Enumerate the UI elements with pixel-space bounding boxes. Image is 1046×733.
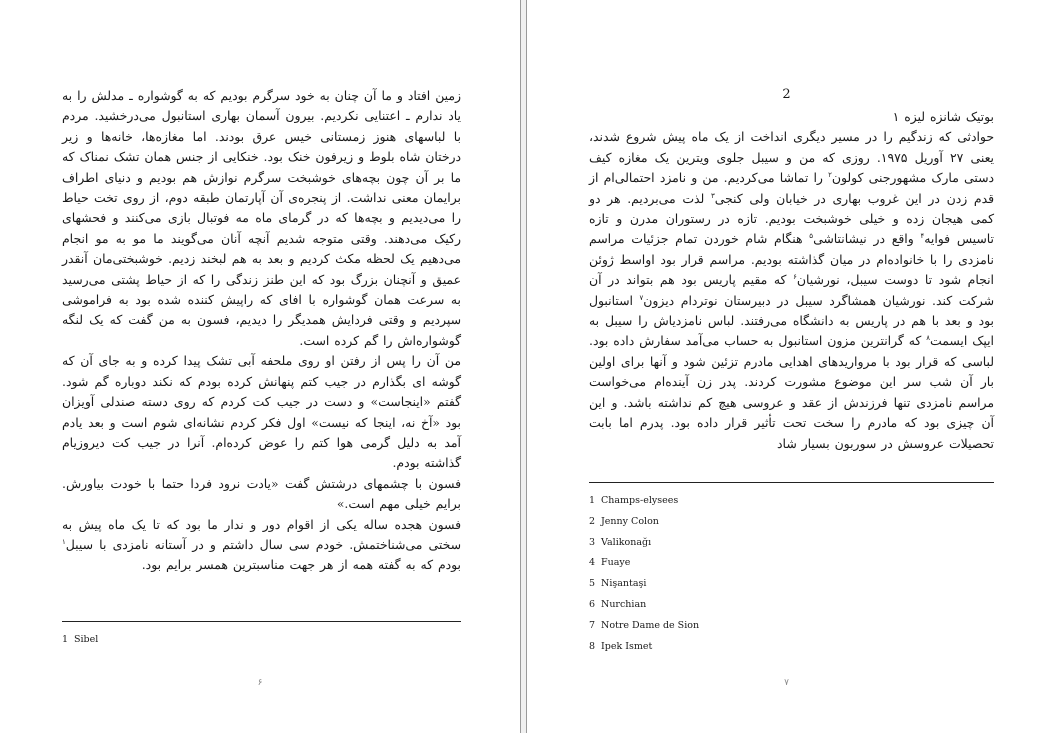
footnote — [589, 595, 699, 616]
footnote-rule — [589, 482, 994, 483]
footnote-text: Champs-elysees — [601, 495, 679, 506]
footnote — [589, 512, 699, 533]
footnote-text: Jenny Colon — [601, 515, 659, 527]
paragraph: حوادثی که زندگیم را در مسیر دیگری انداخت از یک ماه پیش شروع شدند، یعنی ۲۷ آوریل ۱۹۷۵. روزی که من و سیبل جلوی ویترین یک مغازه کیف دستی مارک مشهورجنی کولون$^۲$ را تماشا می‌کردیم. من و نامزد احتمالی‌ام از قدم زدن در این غروب بهاری در خیابان ولی کنجی$^۳$ لذت می‌بردیم. هر دو کمی هیجان زده و خیلی خوشبخت بودیم. تازه در رستوران مدرن و تازه تاسیس فوایه$^۴$ واقع در نیشانتاشی$^۵$ هنگام شام خوردن تمام جزئیات مراسم نامزدی را با خانواده‌ام در میان گذاشته بودیم. مراسم قرار بود اواسط ژوئن انجام شود تا دوست سیبل، نورشیان$^۶$ که مقیم پاریس بود هم بتواند در آن شرکت کند. نورشیان همشاگرد سیبل در دبیرستان نوتردام دیزون$^۷$ استانبول بود و بعد با هم در پاریس به دانشگاه می‌رفتند. لباس نامزدیاش را سیبل به ایپک ایسمت$^۸$ که گرانترین مزون استانبول به حساب می‌آمد سفارش داده بود. لباسی که قرار بود با مرواریدهای اهدایی مادرم تزئین شود و آنها برای اولین بار آن شب سر این موضوع مشورت کردند. پدر زن آینده‌ام می‌خواست مراسم نامزدی تنها فرزندش از عقد و عروسی هیچ کم نداشته باشد. و این آن چیزی بود که مادرم را سخت تحت تأثیر قرار داده بود. پدرم اما بابت تحصیلات عروسش در سوربون بسیار شاد — [589, 129, 994, 451]
footnote-text: Notre Dame de Sion — [601, 619, 700, 631]
footnote-number: 1 — [589, 495, 596, 506]
right-page — [527, 0, 1046, 733]
paragraph: من آن را پس از رفتن او روی ملحفه آبی تشک پیدا کرده و به جای آن که گوشه ای بگذارم در جیب کتم پنهانش کرده بودم که نکند دوباره گم شود. گفتم «اینجاست» و دست در جیب کت کردم که روی دسته صندلی آویزان بود «آخ نه، اینجا که نیست» اول فکر کردم نشانه‌ای شوم است و بعد یادم آمد به دلیل گرمی هوا کتم را عوض کرده‌ام. آنرا در جیب کت دیروزیام گذاشته بودم. — [62, 353, 461, 471]
page-number: ۷ — [784, 678, 789, 688]
footnote-text: Nurchian — [601, 598, 647, 610]
footnote — [589, 491, 699, 512]
footnote-number: 1 — [62, 634, 69, 645]
footnote-number: 5 — [589, 578, 596, 590]
footnote-text: Valikonağı — [601, 536, 652, 548]
left-page-body — [62, 86, 461, 576]
footnote — [589, 533, 699, 554]
page-number: ۶ — [257, 678, 263, 688]
left-page — [0, 0, 520, 733]
footnote-text: Sibel — [74, 634, 99, 645]
footnote-number: 8 — [589, 640, 596, 652]
footnote-number: 7 — [589, 619, 596, 631]
footnote — [62, 630, 98, 651]
paragraph: فسون هجده ساله یکی از اقوام دور و ندار ما بود که تا یک ماه پیش به سختی می‌شناختمش. خودم سی سال داشتم و در آستانه نامزدی با سیبل$^۱$ بودم که به گفته همه از هر جهت مناسبترین همسر برایم بود. — [62, 516, 461, 573]
left-footnotes — [62, 630, 98, 651]
footnote-number: 6 — [589, 598, 596, 610]
footnote-rule — [62, 621, 461, 622]
footnote-number: 3 — [589, 536, 596, 548]
right-page-body — [589, 107, 994, 454]
right-footnotes — [589, 491, 699, 657]
chapter-title: بوتیک شانزه لیزه ۱ — [892, 109, 994, 124]
footnote — [589, 553, 699, 574]
footnote-text: Nişantaşi — [601, 578, 647, 590]
footnote-number: 2 — [589, 515, 596, 527]
paragraph: زمین افتاد و ما آن چنان به خود سرگرم بودیم که به گوشواره ـ مدلش را به یاد ندارم ـ اعتنایی نکردیم. بیرون آسمان بهاری استانبول می‌درخشید. مردم با لباسهای هنوز زمستانی خیس عرق بودند. اما مغازه‌ها، خانه‌ها و زیر درختان شاه بلوط و زیرفون خنک بود. خنکایی از جنس همان تشک نمناک که ما بر آن چون بچه‌های خوشبخت سرگرم نوازش هم بودیم و دنیای اطراف برایمان معنی نداشت. از پنجره‌ی آن آپارتمان طبقه دوم، از روی تخت حیاط را می‌دیدیم و بچه‌ها که در گرمای ماه مه فوتبال بازی می‌کنند و فحشهای رکیک می‌دهند. وقتی متوجه شدیم آنچه آنان می‌گویند ما مو به مو انجام می‌دهیم یک لحظه مکث کردیم و بعد به هم لبخند زدیم. خوشبختی‌مان آنقدر عمیق و آنچنان بزرگ بود که این طنز زندگی را که از حیاط پشتی می‌رسید به سرعت همان گوشواره با افای که راپیش کننده شده بود به فراموشی سپردیم و وقتی فردایش همدیگر را دیدیم، فسون به من گفت که یک لنگه گوشواره‌اش را گم کرده است. — [62, 88, 461, 348]
paragraph: فسون با چشمهای درشتش گفت «یادت نرود فردا حتما با خودت بیاورش. برایم خیلی مهم است.» — [62, 475, 461, 512]
chapter-number: 2 — [782, 87, 791, 102]
footnote-number: 4 — [589, 557, 596, 569]
footnote — [589, 637, 699, 658]
footnote — [589, 616, 699, 637]
page-gutter — [520, 0, 527, 733]
footnote-text: Fuaye — [601, 557, 631, 569]
footnote-text: Ipek Ismet — [601, 640, 653, 652]
footnote — [589, 574, 699, 595]
